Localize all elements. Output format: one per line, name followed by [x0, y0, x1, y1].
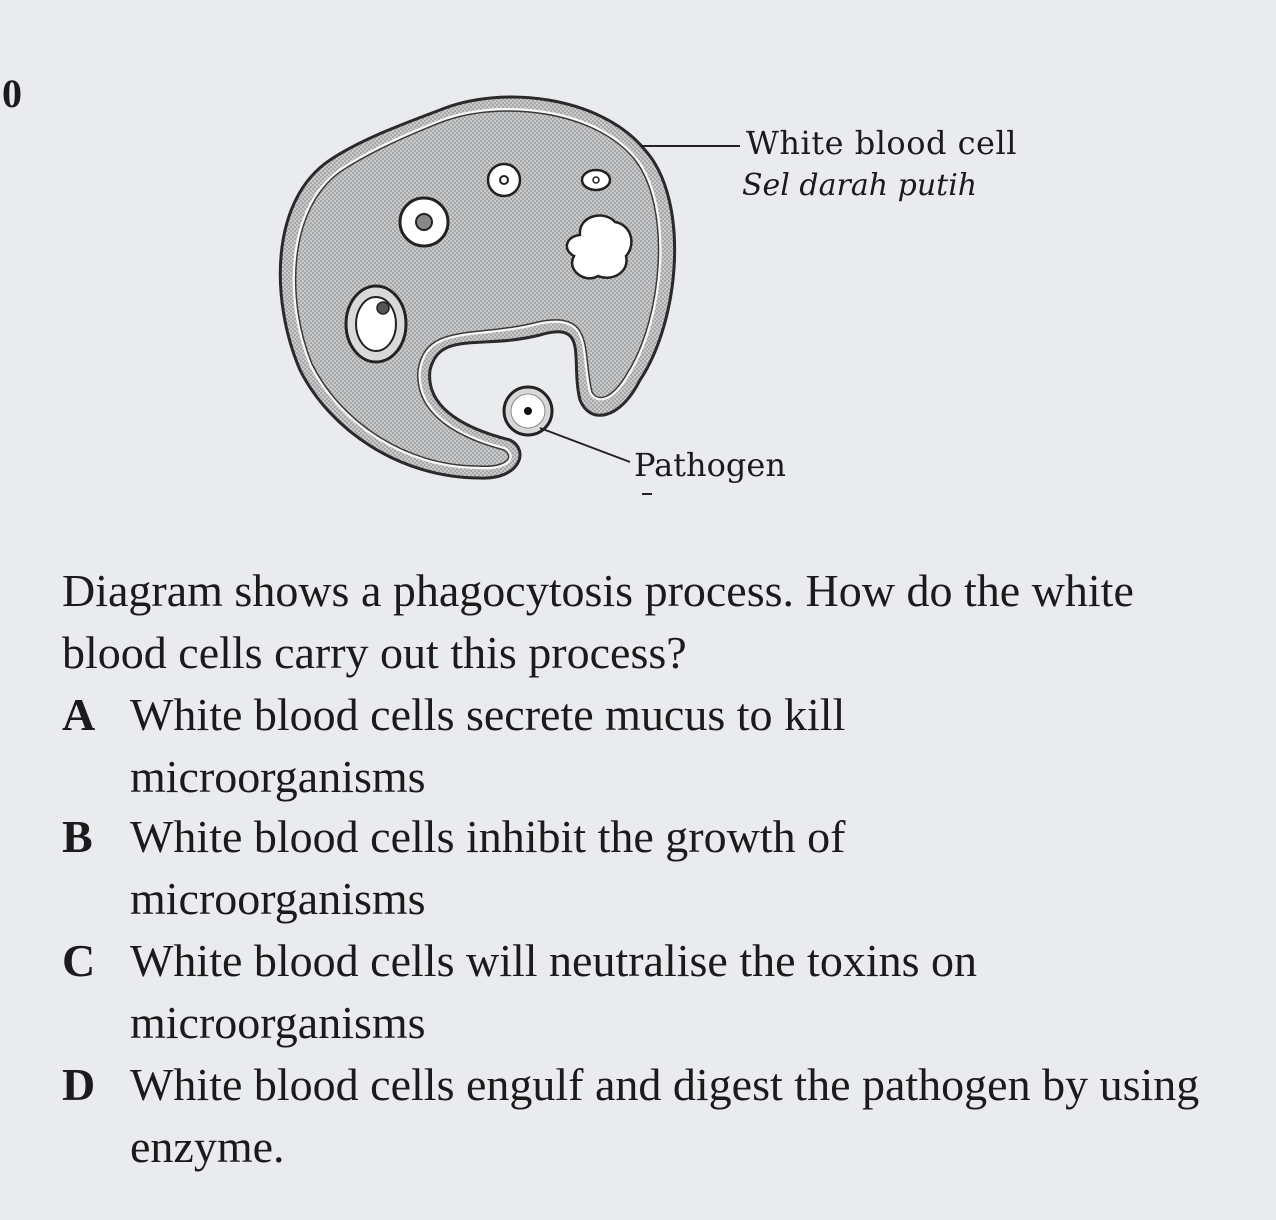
granule-3	[400, 198, 448, 246]
pathogen	[504, 387, 552, 435]
option-letter: C	[62, 935, 96, 986]
question-text: Diagram shows a phagocytosis process. How do the white blood cells carry out this process?	[62, 565, 1134, 678]
phagocytosis-diagram	[0, 0, 1276, 540]
pathogen-leader-line	[540, 428, 630, 462]
granule-1	[488, 164, 520, 196]
question-number: 0	[2, 71, 22, 116]
option-text: White blood cells engulf and digest the pathogen by using enzyme.	[130, 1059, 1200, 1172]
label-pathogen: Pathogen	[634, 446, 786, 484]
phagosome	[346, 286, 406, 362]
option-letter: D	[62, 1059, 96, 1110]
option-letter: B	[62, 811, 93, 862]
option-text: White blood cells inhibit the growth of microorganisms	[130, 811, 846, 924]
option-letter: A	[62, 689, 96, 740]
option-text: White blood cells secrete mucus to kill microorganisms	[130, 689, 846, 802]
label-white-blood-cell: White blood cell	[746, 124, 1017, 162]
option-text: White blood cells will neutralise the toxins on microorganisms	[130, 935, 978, 1048]
granule-2	[582, 170, 610, 190]
label-white-blood-cell-malay: Sel darah putih	[742, 168, 978, 203]
